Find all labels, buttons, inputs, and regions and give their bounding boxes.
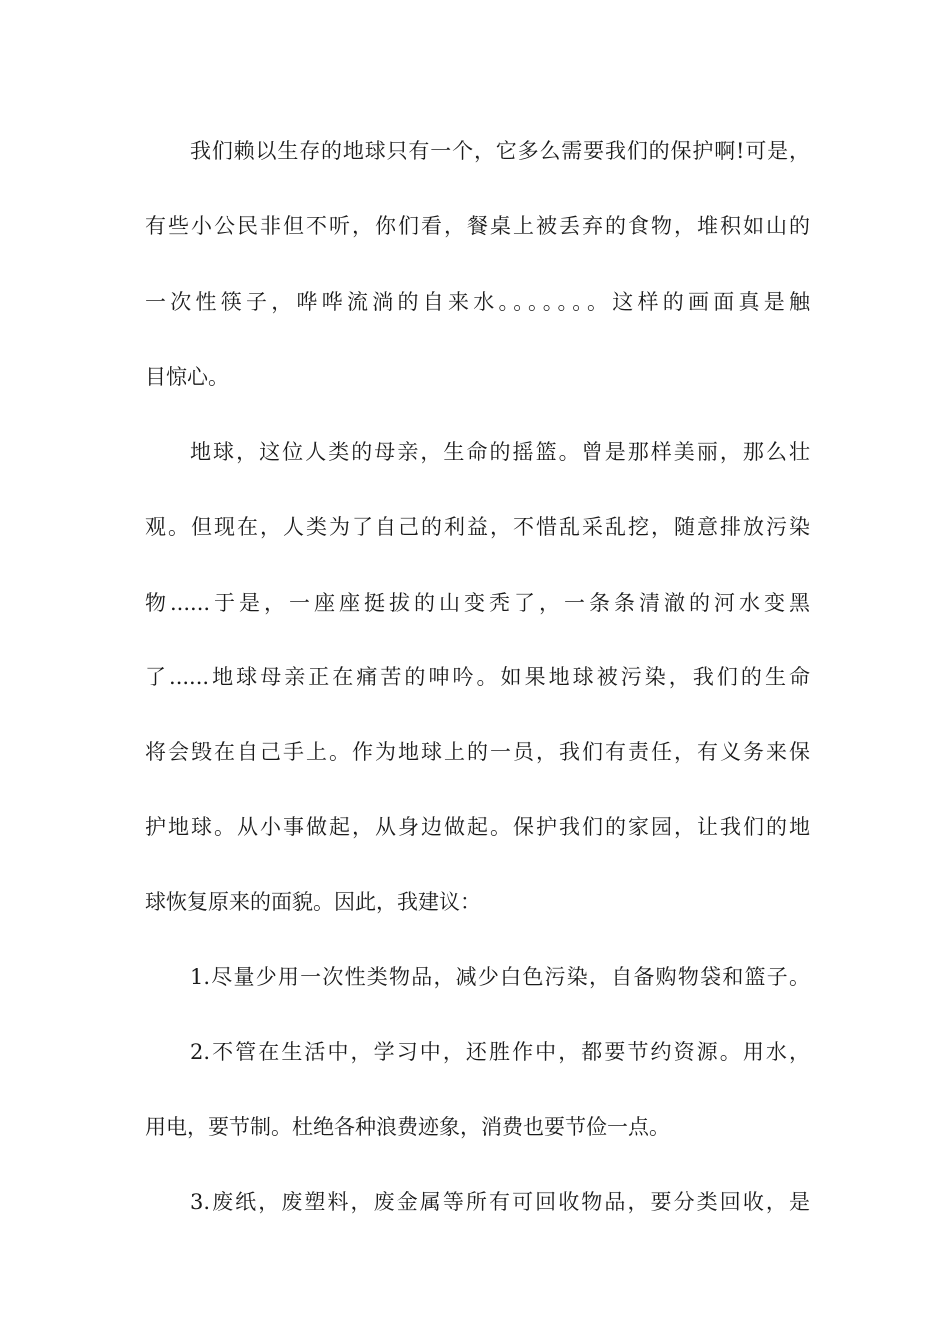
paragraph-2-line-6: 护地球。从小事做起，从身边做起。保护我们的家园，让我们的地 xyxy=(145,815,810,839)
paragraph-2-line-4: 了......地球母亲正在痛苦的呻吟。如果地球被污染，我们的生命 xyxy=(145,665,810,689)
paragraph-1-line-4: 目惊心。 xyxy=(145,365,229,389)
suggestion-3-line-1: 3.废纸，废塑料，废金属等所有可回收物品，要分类回收，是 xyxy=(190,1190,810,1214)
paragraph-1-line-2: 有些小公民非但不听，你们看，餐桌上被丢弃的食物，堆积如山的 xyxy=(145,214,810,238)
paragraph-2-line-2: 观。但现在，人类为了自己的利益，不惜乱采乱挖，随意排放污染 xyxy=(145,515,810,539)
paragraph-1-line-3: 一次性筷子，哗哗流淌的自来水。。。。。。。这样的画面真是触 xyxy=(145,290,810,314)
paragraph-2-line-1: 地球，这位人类的母亲，生命的摇篮。曾是那样美丽，那么壮 xyxy=(190,440,810,464)
suggestion-2-line-1: 2.不管在生活中，学习中，还胜作中，都要节约资源。用水， xyxy=(190,1040,810,1064)
suggestion-2-line-2: 用电，要节制。杜绝各种浪费迹象，消费也要节俭一点。 xyxy=(145,1115,670,1139)
paragraph-2-line-5: 将会毁在自己手上。作为地球上的一员，我们有责任，有义务来保 xyxy=(145,740,810,764)
paragraph-1-line-1: 我们赖以生存的地球只有一个，它多么需要我们的保护啊!可是， xyxy=(190,139,810,163)
paragraph-2-line-3: 物......于是，一座座挺拔的山变秃了，一条条清澈的河水变黑 xyxy=(145,591,810,615)
paragraph-2-line-7: 球恢复原来的面貌。因此，我建议： xyxy=(145,890,481,914)
suggestion-1: 1.尽量少用一次性类物品，减少白色污染，自备购物袋和篮子。 xyxy=(190,965,810,989)
